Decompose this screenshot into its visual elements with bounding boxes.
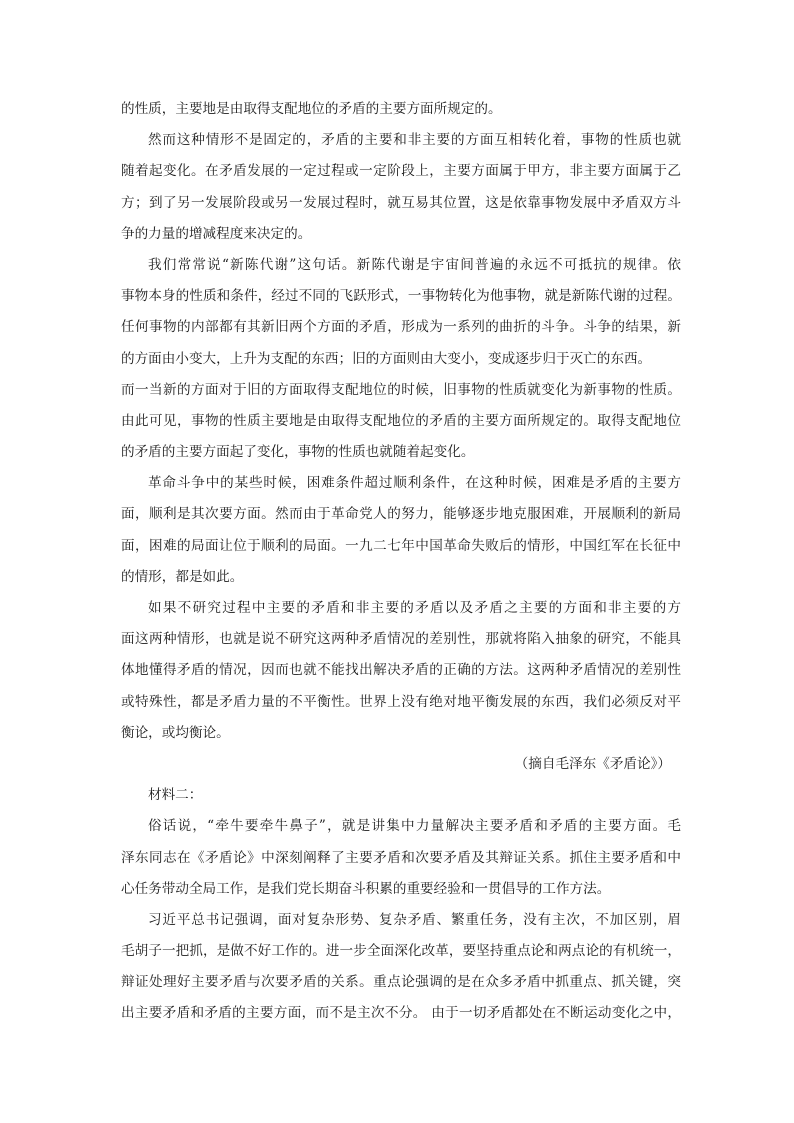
paragraph-first-line: 俗话说，“牵牛要牵牛鼻子”，就是讲集中力量解决主要矛盾和矛盾的主要方面。毛: [148, 818, 681, 835]
text-line: 毛胡子一把抓，是做不好工作的。进一步全面深化改革，要坚持重点论和两点论的有机统一，: [121, 943, 681, 960]
text-line: 心任务带动全局工作，是我们党长期奋斗积累的重要经验和一贯倡导的工作方法。: [121, 880, 611, 897]
text-line: 泽东同志在《矛盾论》中深刻阐释了主要矛盾和次要矛盾及其辩证关系。抓住主要矛盾和中: [121, 849, 681, 866]
paragraph-first-line: 如果不研究过程中主要的矛盾和非主要的矛盾以及矛盾之主要的方面和非主要的方: [148, 600, 681, 616]
text-line: 方；到了另一发展阶段或另一发展过程时，就互易其位置，这是依靠事物发展中矛盾双方斗: [121, 194, 681, 211]
text-line: 的情形，都是如此。: [121, 568, 244, 585]
text-line: 面，困难的局面让位于顺利的局面。一九二七年中国革命失败后的情形，中国红军在长征中: [121, 537, 681, 554]
text-line: 的性质，主要地是由取得支配地位的矛盾的主要方面所规定的。: [121, 101, 502, 117]
source-citation: （摘自毛泽东《矛盾论》）: [514, 755, 671, 772]
section-heading: 材料二：: [148, 787, 203, 804]
text-line: 随着起变化。在矛盾发展的一定过程或一定阶段上，主要方面属于甲方，非主要方面属于乙: [121, 163, 681, 180]
text-line: 事物本身的性质和条件，经过不同的飞跃形式，一事物转化为他事物，就是新陈代谢的过程。: [121, 288, 681, 305]
text-line: 衡论，或均衡论。: [121, 724, 230, 741]
text-line: 的矛盾的主要方面起了变化，事物的性质也就随着起变化。: [121, 444, 475, 461]
text-line: 的方面由小变大，上升为支配的东西；旧的方面则由大变小，变成逐步归于灭亡的东西。: [121, 350, 652, 367]
text-line: 由此可见，事物的性质主要地是由取得支配地位的矛盾的主要方面所规定的。取得支配地位: [121, 412, 681, 429]
text-line: 而一当新的方面对于旧的方面取得支配地位的时候，旧事物的性质就变化为新事物的性质。: [121, 381, 681, 398]
text-line: 任何事物的内部都有其新旧两个方面的矛盾，形成为一系列的曲折的斗争。斗争的结果，新: [121, 319, 681, 336]
text-line: 面这两种情形，也就是说不研究这两种矛盾情况的差别性，那就将陷入抽象的研究，不能具: [121, 631, 681, 648]
paragraph-first-line: 我们常常说“新陈代谢”这句话。新陈代谢是宇宙间普遍的永远不可抵抗的规律。依: [148, 256, 681, 273]
text-line: 争的力量的增减程度来决定的。: [121, 225, 312, 242]
text-line: 面，顺利是其次要方面。然而由于革命党人的努力，能够逐步地克服困难，开展顺利的新局: [121, 506, 681, 523]
document-body: [121, 94, 681, 1030]
text-line: 或特殊性，都是矛盾力量的不平衡性。世界上没有绝对地平衡发展的东西，我们必须反对平: [121, 693, 681, 710]
paragraph-first-line: 革命斗争中的某些时候，困难条件超过顺利条件，在这种时候，困难是矛盾的主要方: [148, 475, 681, 492]
paragraph-first-line: 然而这种情形不是固定的，矛盾的主要和非主要的方面互相转化着，事物的性质也就: [148, 132, 681, 149]
text-line: 出主要矛盾和矛盾的主要方面，而不是主次不分。 由于一切矛盾都处在不断运动变化之中，: [121, 1005, 681, 1022]
text-line: 辩证处理好主要矛盾与次要矛盾的关系。重点论强调的是在众多矛盾中抓重点、抓关键，突: [121, 974, 681, 991]
text-line: 体地懂得矛盾的情况，因而也就不能找出解决矛盾的正确的方法。这两种矛盾情况的差别性: [121, 662, 681, 679]
paragraph-first-line: 习近平总书记强调，面对复杂形势、复杂矛盾、繁重任务，没有主次，不加区别，眉: [148, 911, 681, 928]
